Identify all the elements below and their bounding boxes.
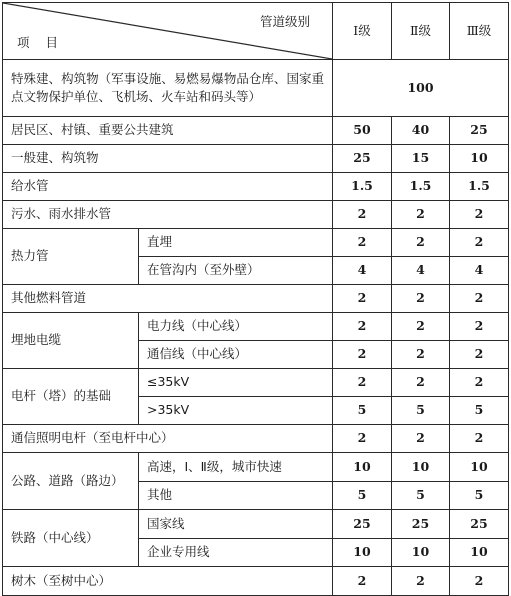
value-grade-2: 5 (392, 397, 450, 425)
value-grade-2: 2 (392, 313, 450, 341)
group-label: 公路、道路（路边） (3, 453, 139, 510)
value-grade-3: 10 (450, 145, 509, 173)
value-grade-3: 5 (450, 397, 509, 425)
sub-item-label: >35kV (139, 397, 333, 425)
row-item-label: 污水、雨水排水管 (3, 201, 333, 229)
row-item-label: 一般建、构筑物 (3, 145, 333, 173)
value-grade-3: 2 (450, 313, 509, 341)
value-grade-3: 25 (450, 117, 509, 145)
value-grade-2: 2 (392, 229, 450, 257)
grade-2-header: Ⅱ级 (392, 3, 450, 60)
value-grade-3: 2 (450, 201, 509, 229)
value-grade-1: 10 (333, 539, 392, 567)
value-grade-1: 2 (333, 341, 392, 369)
value-grade-2: 1.5 (392, 173, 450, 201)
table-row (3, 510, 509, 539)
table-row (3, 425, 509, 453)
row-item-label: 通信照明电杆（至电杆中心） (3, 425, 333, 453)
value-grade-1: 2 (333, 313, 392, 341)
table-row (3, 285, 509, 313)
sub-item-label: 其他 (139, 482, 333, 510)
value-grade-3: 5 (450, 482, 509, 510)
value-grade-2: 2 (392, 425, 450, 453)
row-item-label: 特殊建、构筑物（军事设施、易燃易爆物品仓库、国家重点文物保护单位、飞机场、火车站和码头等） (3, 60, 333, 117)
value-grade-1: 2 (333, 567, 392, 596)
value-grade-1: 2 (333, 425, 392, 453)
row-item-label: 树木（至树中心） (3, 567, 333, 596)
group-label: 热力管 (3, 229, 139, 285)
value-grade-2: 10 (392, 539, 450, 567)
value-grade-3: 2 (450, 341, 509, 369)
group-label: 铁路（中心线） (3, 510, 139, 567)
value-grade-1: 2 (333, 201, 392, 229)
sub-item-label: 电力线（中心线） (139, 313, 333, 341)
value-grade-1: 25 (333, 510, 392, 539)
value-grade-2: 2 (392, 341, 450, 369)
clearance-table (2, 2, 509, 596)
value-grade-3: 25 (450, 510, 509, 539)
value-grade-3: 4 (450, 257, 509, 285)
value-grade-2: 2 (392, 285, 450, 313)
value-grade-1: 2 (333, 369, 392, 397)
table-row (3, 117, 509, 145)
value-grade-3: 2 (450, 285, 509, 313)
header-row (3, 3, 509, 60)
table-row (3, 60, 509, 117)
value-grade-2: 40 (392, 117, 450, 145)
sub-item-label: 直埋 (139, 229, 333, 257)
value-grade-2: 15 (392, 145, 450, 173)
sub-item-label: 高速，Ⅰ、Ⅱ级，城市快速 (139, 453, 333, 482)
value-grade-1: 2 (333, 229, 392, 257)
value-grade-1: 5 (333, 482, 392, 510)
value-grade-2: 5 (392, 482, 450, 510)
value-grade-1: 2 (333, 285, 392, 313)
row-value-merged: 100 (333, 60, 509, 117)
table-row (3, 173, 509, 201)
sub-item-label: ≤35kV (139, 369, 333, 397)
group-label: 埋地电缆 (3, 313, 139, 369)
sub-item-label: 通信线（中心线） (139, 341, 333, 369)
value-grade-2: 4 (392, 257, 450, 285)
value-grade-2: 25 (392, 510, 450, 539)
table-row (3, 313, 509, 341)
value-grade-3: 10 (450, 453, 509, 482)
item-label: 项 目 (17, 34, 64, 50)
sub-item-label: 在管沟内（至外壁） (139, 257, 333, 285)
table-row (3, 145, 509, 173)
value-grade-3: 10 (450, 539, 509, 567)
value-grade-1: 5 (333, 397, 392, 425)
group-label: 电杆（塔）的基础 (3, 369, 139, 425)
grade-3-header: Ⅲ级 (450, 3, 509, 60)
value-grade-2: 2 (392, 369, 450, 397)
value-grade-1: 1.5 (333, 173, 392, 201)
row-item-label: 给水管 (3, 173, 333, 201)
pipe-grade-label: 管道级别 (259, 14, 310, 29)
row-item-label: 居民区、村镇、重要公共建筑 (3, 117, 333, 145)
grade-1-header: Ⅰ级 (333, 3, 392, 60)
table-row (3, 453, 509, 482)
table-row (3, 369, 509, 397)
value-grade-3: 2 (450, 229, 509, 257)
value-grade-1: 50 (333, 117, 392, 145)
table-row (3, 229, 509, 257)
corner-header-cell (3, 3, 333, 60)
value-grade-2: 10 (392, 453, 450, 482)
sub-item-label: 国家线 (139, 510, 333, 539)
value-grade-3: 2 (450, 567, 509, 596)
sub-item-label: 企业专用线 (139, 539, 333, 567)
table-row (3, 201, 509, 229)
table-row (3, 567, 509, 596)
row-item-label: 其他燃料管道 (3, 285, 333, 313)
value-grade-3: 2 (450, 369, 509, 397)
value-grade-2: 2 (392, 201, 450, 229)
value-grade-1: 4 (333, 257, 392, 285)
value-grade-1: 25 (333, 145, 392, 173)
value-grade-1: 10 (333, 453, 392, 482)
value-grade-3: 2 (450, 425, 509, 453)
value-grade-3: 1.5 (450, 173, 509, 201)
value-grade-2: 2 (392, 567, 450, 596)
